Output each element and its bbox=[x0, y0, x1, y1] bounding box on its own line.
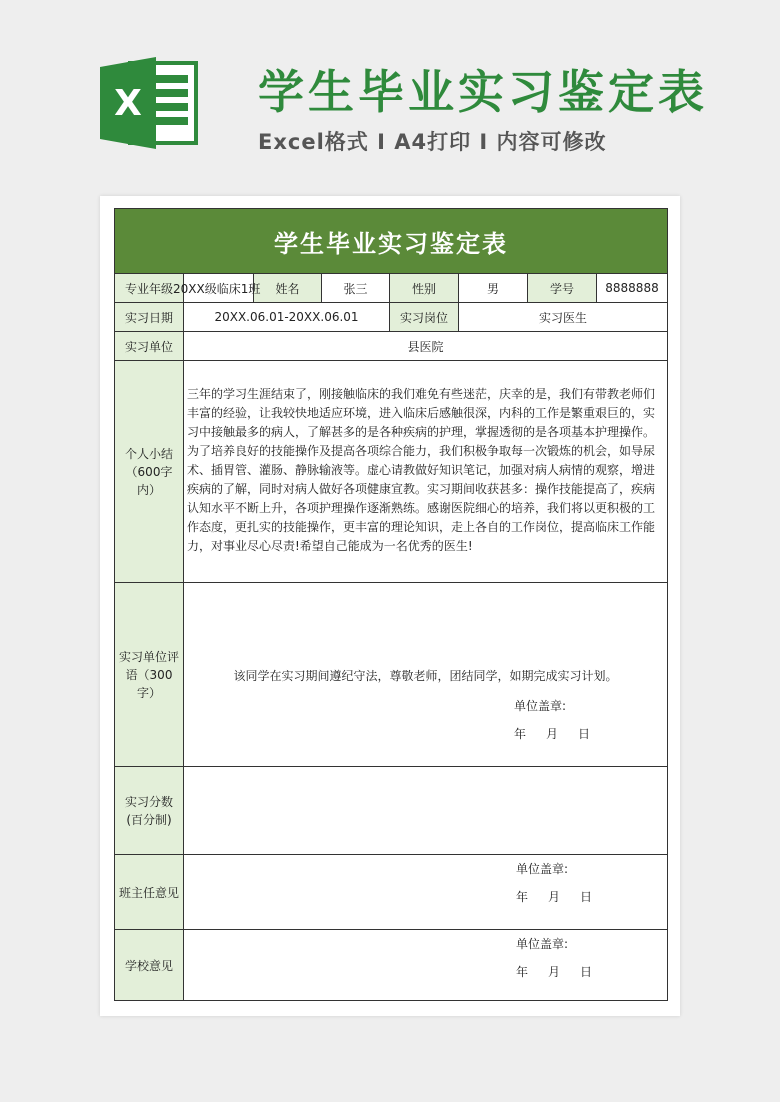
table-row bbox=[115, 303, 668, 332]
month-label: 月 bbox=[548, 890, 561, 904]
seal-label: 单位盖章: bbox=[516, 937, 569, 951]
internship-post-value[interactable]: 实习医生 bbox=[459, 303, 668, 332]
banner-title: 学生毕业实习鉴定表 bbox=[258, 65, 708, 119]
day-label: 日 bbox=[580, 890, 593, 904]
summary-text[interactable]: 三年的学习生涯结束了，刚接触临床的我们难免有些迷茫，庆幸的是，我们有带教老师们丰富的经验，让我较快地适应环境，进入临床后感触很深，内科的工作是繁重艰巨的，实习中接触最多的病人，了解甚多的是各种疾病的护理，掌握透彻的是各项基本护理操作。为了培养良好的技能操作及提高各项综合能力，我们积极争取每一次锻炼的机会，如导尿术、插胃管、灌肠、静脉输液等。虚心请教做好知识笔记，加强对病人病情的观察，增进疾病的了解，同时对病人做好各项健康宣教。实习期间收获甚多：操作技能提高了，疾病认知水平不断上升，各项护理操作逐渐熟练。感谢医院细心的培养，我们将以更积极的工作态度，更扎实的技能操作，更丰富的理论知识，走上各自的工作岗位，提高临床工作能力，对事业尽心尽责!希望自己能成为一名优秀的医生! bbox=[184, 361, 668, 583]
year-label: 年 bbox=[516, 890, 529, 904]
table-row bbox=[115, 583, 668, 767]
appraisal-form-table bbox=[114, 208, 668, 1001]
month-label: 月 bbox=[546, 727, 559, 741]
day-label: 日 bbox=[580, 965, 593, 979]
school-signature bbox=[516, 930, 667, 986]
school-opinion-cell[interactable] bbox=[184, 930, 668, 1001]
teacher-signature bbox=[516, 855, 667, 911]
internship-date-value[interactable]: 20XX.06.01-20XX.06.01 bbox=[184, 303, 390, 332]
logo-letter: X bbox=[114, 83, 142, 124]
name-label: 姓名 bbox=[254, 274, 322, 303]
school-opinion-label: 学校意见 bbox=[115, 930, 184, 1001]
table-row bbox=[115, 361, 668, 583]
date-row bbox=[516, 958, 667, 986]
teacher-opinion-cell[interactable] bbox=[184, 855, 668, 930]
table-row bbox=[115, 930, 668, 1001]
table-row bbox=[115, 855, 668, 930]
year-label: 年 bbox=[514, 727, 527, 741]
excel-logo-icon bbox=[100, 57, 200, 149]
unit-signature bbox=[514, 692, 667, 748]
major-label: 专业年级 bbox=[115, 274, 184, 303]
internship-post-label: 实习岗位 bbox=[390, 303, 459, 332]
seal-label: 单位盖章: bbox=[514, 699, 567, 713]
unit-comment-cell[interactable] bbox=[184, 583, 668, 767]
seal-label: 单位盖章: bbox=[516, 862, 569, 876]
table-row bbox=[115, 274, 668, 303]
student-id-label: 学号 bbox=[528, 274, 597, 303]
name-value[interactable]: 张三 bbox=[322, 274, 390, 303]
internship-unit-value[interactable]: 县医院 bbox=[184, 332, 668, 361]
teacher-opinion-label: 班主任意见 bbox=[115, 855, 184, 930]
internship-date-label: 实习日期 bbox=[115, 303, 184, 332]
gender-label: 性别 bbox=[390, 274, 459, 303]
table-row bbox=[115, 767, 668, 855]
summary-label: 个人小结（600字内） bbox=[115, 361, 184, 583]
unit-comment-text: 该同学在实习期间遵纪守法，尊敬老师，团结同学，如期完成实习计划。 bbox=[233, 669, 618, 683]
internship-unit-label: 实习单位 bbox=[115, 332, 184, 361]
form-title: 学生毕业实习鉴定表 bbox=[115, 209, 668, 274]
month-label: 月 bbox=[548, 965, 561, 979]
unit-comment-label: 实习单位评语（300字） bbox=[115, 583, 184, 767]
gender-value[interactable]: 男 bbox=[459, 274, 528, 303]
banner-subtitle: Excel格式 I A4打印 I 内容可修改 bbox=[258, 130, 607, 154]
date-row bbox=[514, 720, 667, 748]
major-value[interactable]: 20XX级临床1班 bbox=[184, 274, 254, 303]
table-row bbox=[115, 332, 668, 361]
score-value[interactable] bbox=[184, 767, 668, 855]
date-row bbox=[516, 883, 667, 911]
day-label: 日 bbox=[578, 727, 591, 741]
document-page bbox=[100, 196, 680, 1016]
score-label: 实习分数(百分制) bbox=[115, 767, 184, 855]
student-id-value[interactable]: 8888888 bbox=[597, 274, 668, 303]
year-label: 年 bbox=[516, 965, 529, 979]
